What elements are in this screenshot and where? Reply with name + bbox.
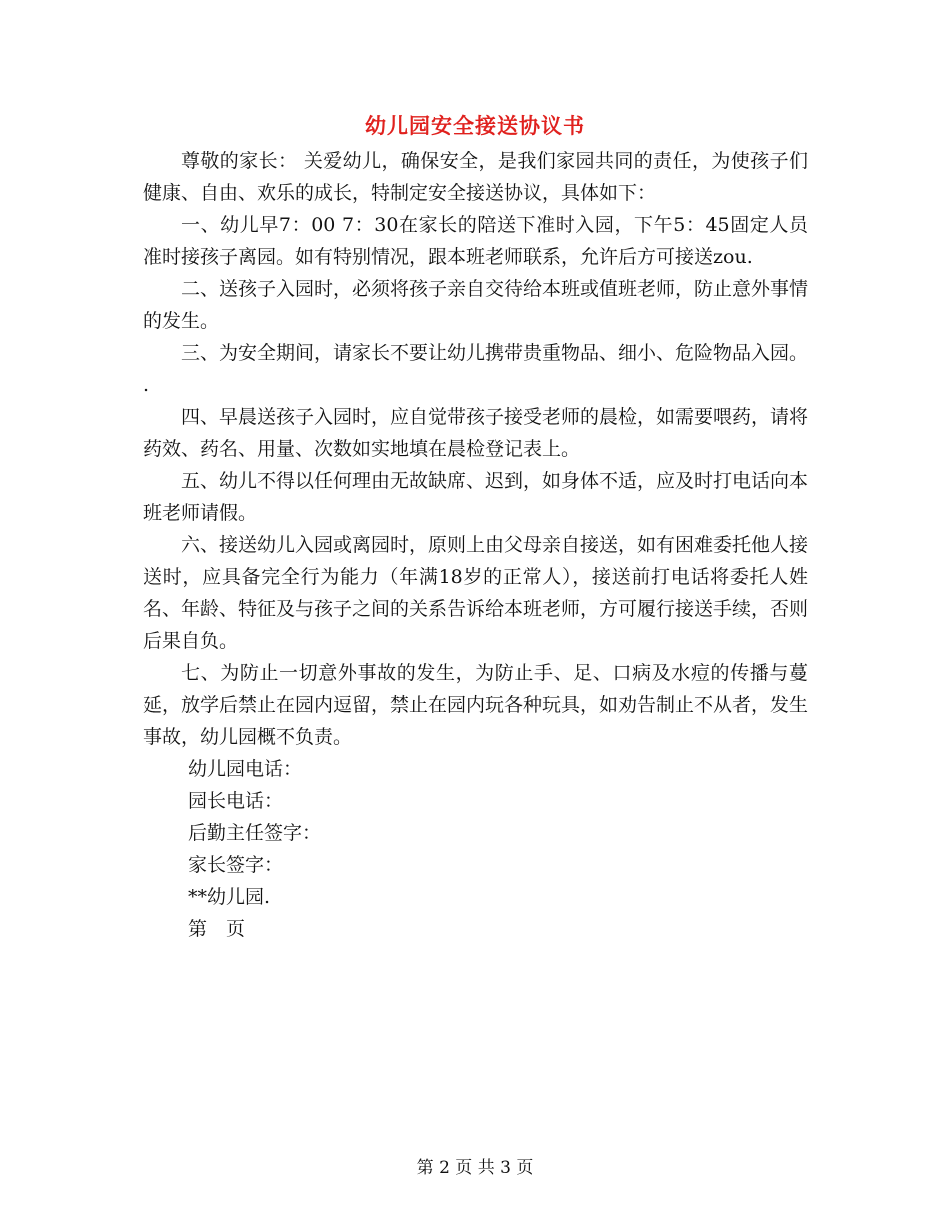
paragraph-item-3: 三、为安全期间，请家长不要让幼儿携带贵重物品、细小、危险物品入园。 . (143, 342, 809, 396)
document-title: 幼儿园安全接送协议书 (365, 113, 585, 138)
page-placeholder-line: 第 页 (188, 918, 246, 940)
paragraph-item-5: 五、幼儿不得以任何理由无故缺席、迟到，如身体不适，应及时打电话向本班老师请假。 (143, 470, 809, 524)
paragraph-item-4: 四、早晨送孩子入园时，应自觉带孩子接受老师的晨检，如需要喂药，请将药效、药名、用量、次数如实地填在晨检登记表上。 (143, 406, 809, 460)
page-footer: 第 2 页 共 3 页 (416, 1158, 534, 1178)
paragraph-item-6: 六、接送幼儿入园或离园时，原则上由父母亲自接送，如有困难委托他人接送时，应具备完全行为能力（年满18岁的正常人），接送前打电话将委托人姓名、年龄、特征及与孩子之间的关系告诉给本班老师，方可履行接送手续，否则后果自负。 (143, 534, 809, 652)
paragraph-item-2: 二、送孩子入园时，必须将孩子亲自交待给本班或值班老师，防止意外事情的发生。 (143, 278, 809, 332)
paragraph-item-1: 一、幼儿早7：00 7：30在家长的陪送下准时入园，下午5：45固定人员准时接孩子离园。如有特别情况，跟本班老师联系，允许后方可接送zou. (143, 214, 808, 268)
logistics-director-signature-line: 后勤主任签字： (188, 822, 322, 844)
parent-signature-line: 家长签字： (188, 854, 284, 876)
kindergarten-name-line: **幼儿园. (188, 886, 271, 908)
principal-phone-line: 园长电话： (188, 790, 284, 812)
paragraph-item-7: 七、为防止一切意外事故的发生，为防止手、足、口病及水痘的传播与蔓延，放学后禁止在园内逗留，禁止在园内玩各种玩具，如劝告制止不从者，发生事故，幼儿园概不负责。 (143, 662, 809, 748)
document-body (143, 145, 808, 945)
kindergarten-phone-line: 幼儿园电话： (188, 758, 303, 780)
paragraph-greeting: 尊敬的家长： 关爱幼儿，确保安全，是我们家园共同的责任，为使孩子们健康、自由、欢乐的成长，特制定安全接送协议，具体如下： (143, 150, 808, 204)
